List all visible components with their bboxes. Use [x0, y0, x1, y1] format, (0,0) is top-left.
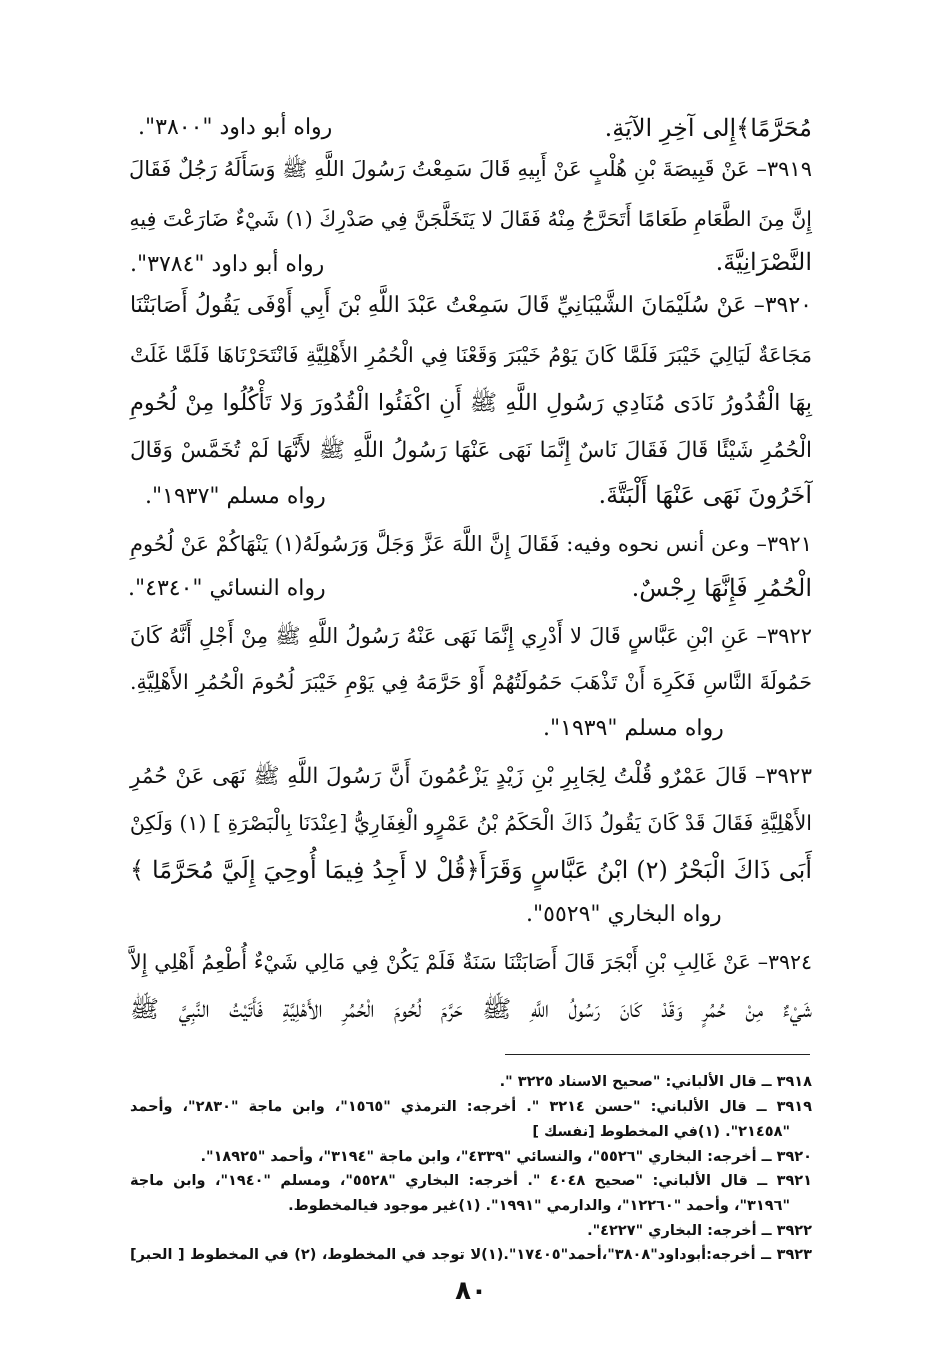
hadith-3920-line: الْحُمُرِ شَيْئًا قَالَ فَقَالَ نَاسٌ إِنَّمَا نَهَى عَنْهَا رَسُولُ اللَّهِ ﷺ لأَنَّهَا لَمْ تُخَمَّسْ وَقَالَ — [130, 438, 812, 463]
footnote: ٣٩١٩ ــ قال الألباني: "حسن ٣٢١٤ ". أخرجه: الترمذي "١٥٦٥"، وابن ماجة "٢٨٣٠"، وأحمد — [130, 1099, 812, 1115]
hadith-3924-line: ٣٩٢٤– عَنْ غَالِبِ بْنِ أَبْجَرَ قَالَ أَصَابَتْنَا سَنَةٌ فَلَمْ يَكُنْ فِي مَالِي شَيْءٌ أُطْعِمُ أَهْلِي إِلاَّ — [130, 950, 812, 974]
hadith-3922-line: حَمُولَةَ النَّاسِ فَكَرِهَ أَنْ تَذْهَبَ حَمُولَتُهُمْ أَوْ حَرَّمَهُ فِي يَوْمِ خَيْبَرَ لُحُومَ الْحُمُرِ الأَهْلِيَّةِ. — [130, 670, 812, 694]
hadith-3923-line: أَبَى ذَاكَ الْبَحْرُ (٢) ابْنُ عَبَّاسٍ وَقَرَأَ﴿قُلْ لا أَجِدُ فِيمَا أُوحِيَ إِلَيَّ مُحَرَّمًا ﴾ — [130, 856, 812, 884]
page-number: ٨٠ — [455, 1276, 487, 1306]
hadith-3920-line: بِهَا الْقُدُورُ نَادَى مُنَادِي رَسُولِ اللَّهِ ﷺ أَنِ اكْفَئُوا الْقُدُورَ وَلا تَأْكُلُوا مِنْ لُحُومِ — [130, 390, 812, 416]
footnote: "٣١٩٦"، وأحمد "١٢٢٦٠"، والدارمي "١٩٩١". (١)غير موجود فيالمخطوط. — [288, 1198, 790, 1214]
source-citation: رواه مسلم "١٩٣٩". — [543, 716, 724, 741]
hadith-3920-line: مَجَاعَةٌ لَيَالِيَ خَيْبَرَ فَلَمَّا كَانَ يَوْمُ خَيْبَرَ وَقَعْنَا فِي الْحُمُرِ الأَهْلِيَّةِ فَانْتَحَرْنَاهَا فَلَمَّا غَلَتْ — [130, 343, 812, 367]
hadith-3923-line: ٣٩٢٣– قَالَ عَمْرٌو قُلْتُ لِجَابِرِ بْنِ زَيْدٍ يَزْعُمُونَ أَنَّ رَسُولَ اللَّهِ ﷺ نَهَى عَنْ حُمُرِ — [130, 764, 812, 789]
source-citation: رواه أبو داود "٣٨٠٠". — [138, 115, 333, 140]
source-citation: رواه أبو داود "٣٧٨٤". — [130, 252, 325, 277]
footnote: ٣٩٢٢ ــ أخرجه: البخاري "٤٢٢٧". — [587, 1223, 812, 1239]
hadith-3919-line: ٣٩١٩– عَنْ قَبِيصَةَ بْنِ هُلْبٍ عَنْ أَبِيهِ قَالَ سَمِعْتُ رَسُولَ اللَّهِ ﷺ وَسَأَلَهُ رَجُلٌ فَقَالَ — [128, 157, 812, 181]
hadith-3919-line: النَّصْرَانِيَّةَ. — [715, 248, 812, 276]
footnote-separator — [505, 1054, 810, 1055]
footnote: ٣٩٢١ ــ قال الألباني: "صحيح ٤٠٤٨ ". أخرجه: البخاري "٥٥٢٨"، ومسلم "١٩٤٠"، وابن ماجة — [130, 1173, 813, 1189]
hadith-3922-line: ٣٩٢٢– عَنِ ابْنِ عَبَّاسٍ قَالَ لا أَدْرِي إِنَّمَا نَهَى عَنْهُ رَسُولُ اللَّهِ ﷺ مِنْ أَجْلِ أَنَّهُ كَانَ — [130, 624, 812, 648]
hadith-3921-line: ٣٩٢١– وعن أنس نحوه وفيه: فَقَالَ إِنَّ اللَّهَ عَزَّ وَجَلَّ وَرَسُولَهُ(١) يَنْهَاكُمْ عَنْ لُحُومِ — [130, 532, 812, 556]
hadith-3923-line: الأَهْلِيَّةِ فَقَالَ قَدْ كَانَ يَقُولُ ذَاكَ الْحَكَمُ بْنُ عَمْرٍو الْغِفَارِيُّ [عِنْدَنَا بِالْبَصْرَةِ ] (١) وَلَكِنْ — [129, 811, 812, 835]
source-citation: رواه البخاري "٥٥٢٩". — [526, 902, 722, 927]
hadith-3920-line: آخَرُونَ نَهَى عَنْهَا أَلْبَتَّةَ. — [598, 481, 812, 509]
footnote: ٣٩٢٠ ــ أخرجه: البخاري "٥٥٢٦"، والنسائي "٤٣٣٩"، وابن ماجة "٣١٩٤"، وأحمد "١٨٩٢٥". — [200, 1149, 812, 1165]
body-line: مُحَرَّمًا﴾إِلى آخِرِ الآيَةِ. — [604, 114, 812, 142]
source-citation: رواه مسلم "١٩٣٧". — [145, 484, 326, 509]
footnote: ٣٩٢٣ ــ أخرجه:أبوداود"٣٨٠٨"،أحمد"١٧٤٠٥".(١)لا توجد في المخطوط، (٢) في المخطوط [ الحبر] — [130, 1247, 813, 1263]
footnote: ٣٩١٨ ــ قال الألباني: "صحيح الاسناد ٣٢٢٥ ". — [499, 1074, 812, 1090]
hadith-3924-line: شَيْءٌ مِنْ حُمُرٍ وَقَدْ كَانَ رَسُولُ اللَّهِ ﷺ حَرَّمَ لُحُومَ الْحُمُرِ الأَهْلِيَّةِ فَأَتَيْتُ النَّبِيَّ ﷺ — [130, 995, 812, 1023]
hadith-3921-line: الْحُمُرِ فَإِنَّهَا رِجْسٌ. — [631, 574, 812, 602]
hadith-3920-line: ٣٩٢٠– عَنْ سُلَيْمَانَ الشَّيْبَانِيِّ قَالَ سَمِعْتُ عَبْدَ اللَّهِ بْنَ أَبِي أَوْفَى يَقُولُ أَصَابَتْنَا — [130, 293, 812, 318]
source-citation: رواه النسائي "٤٣٤٠". — [128, 576, 326, 601]
hadith-3919-line: إِنَّ مِنَ الطَّعَامِ طَعَامًا أَتَحَرَّجُ مِنْهُ فَقَالَ لا يَتَخَلَّجَنَّ فِي صَدْرِكَ (١) شَيْءٌ ضَارَعْتَ فِيهِ — [129, 207, 812, 231]
footnote: "٢١٤٥٨". (١)في المخطوط [نفسك ] — [532, 1124, 790, 1140]
